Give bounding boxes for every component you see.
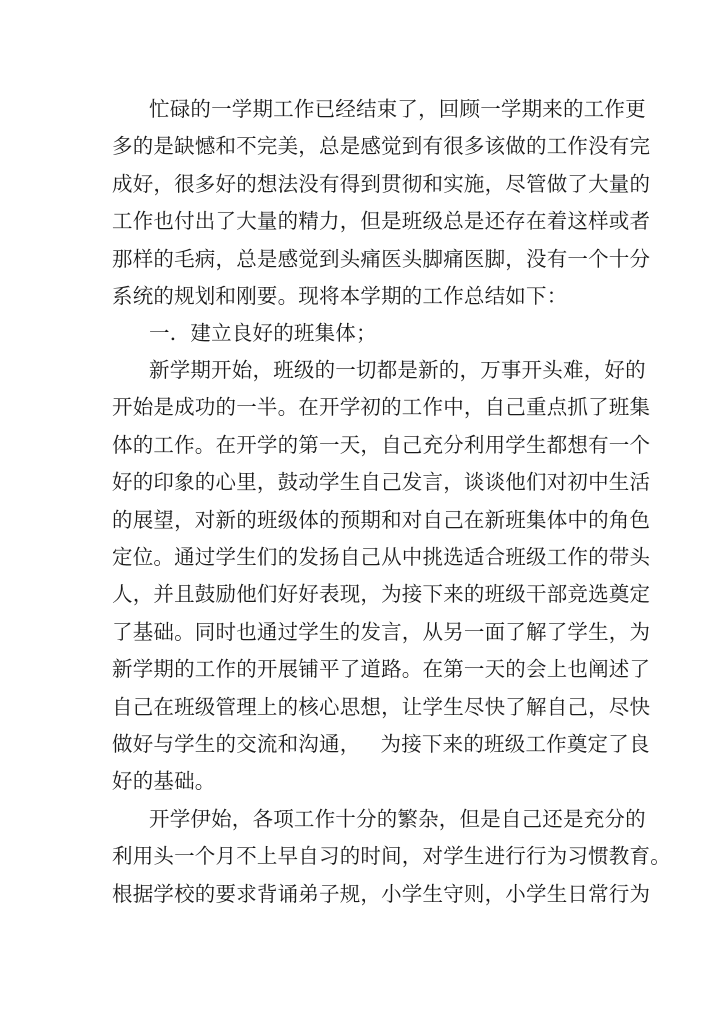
paragraph-start-of-term	[112, 801, 671, 913]
text-line: 利用头一个月不上早自习的时间，对学生进行行为习惯教育。	[112, 844, 671, 869]
text-line: 好的基础。	[112, 769, 216, 794]
section-heading	[112, 315, 612, 352]
heading-line: 一．建立良好的班集体；	[149, 321, 377, 345]
text-line: 工作也付出了大量的精力，但是班级总是还存在着这样或者	[112, 209, 651, 234]
text-line: 定位。通过学生们的发扬自己从中挑选适合班级工作的带头	[112, 544, 651, 569]
text-line: 人，并且鼓励他们好好表现，为接下来的班级干部竞选奠定	[112, 582, 651, 607]
paragraph-intro	[112, 91, 651, 315]
text-line: 成好，很多好的想法没有得到贯彻和实施，尽管做了大量的	[112, 171, 651, 196]
paragraph-class-building	[112, 352, 651, 801]
text-line: 开始是成功的一半。在开学初的工作中，自己重点抓了班集	[112, 395, 651, 420]
text-line: 的展望，对新的班级体的预期和对自己在新班集体中的角色	[112, 507, 651, 532]
text-line: 那样的毛病，总是感觉到头痛医头脚痛医脚，没有一个十分	[112, 246, 651, 271]
text-line: 体的工作。在开学的第一天，自己充分利用学生都想有一个	[112, 432, 651, 457]
text-line: 好的印象的心里，鼓动学生自己发言，谈谈他们对初中生活	[112, 470, 651, 495]
text-line: 自己在班级管理上的核心思想，让学生尽快了解自己，尽快	[112, 694, 651, 719]
text-line: 系统的规划和刚要。现将本学期的工作总结如下：	[112, 283, 568, 308]
text-line: 了基础。同时也通过学生的发言，从另一面了解了学生，为	[112, 619, 651, 644]
text-line: 新学期开始，班级的一切都是新的，万事开头难，好的	[149, 358, 646, 382]
text-line: 根据学校的要求背诵弟子规，小学生守则，小学生日常行为	[112, 881, 651, 906]
text-line: 忙碌的一学期工作已经结束了，回顾一学期来的工作更	[149, 97, 646, 121]
text-line: 开学伊始，各项工作十分的繁杂，但是自己还是充分的	[149, 807, 646, 831]
text-line: 做好与学生的交流和沟通， 为接下来的班级工作奠定了良	[112, 731, 650, 756]
text-line: 多的是缺憾和不完美，总是感觉到有很多该做的工作没有完	[112, 134, 651, 159]
text-line: 新学期的工作的开展铺平了道路。在第一天的会上也阐述了	[112, 657, 651, 682]
